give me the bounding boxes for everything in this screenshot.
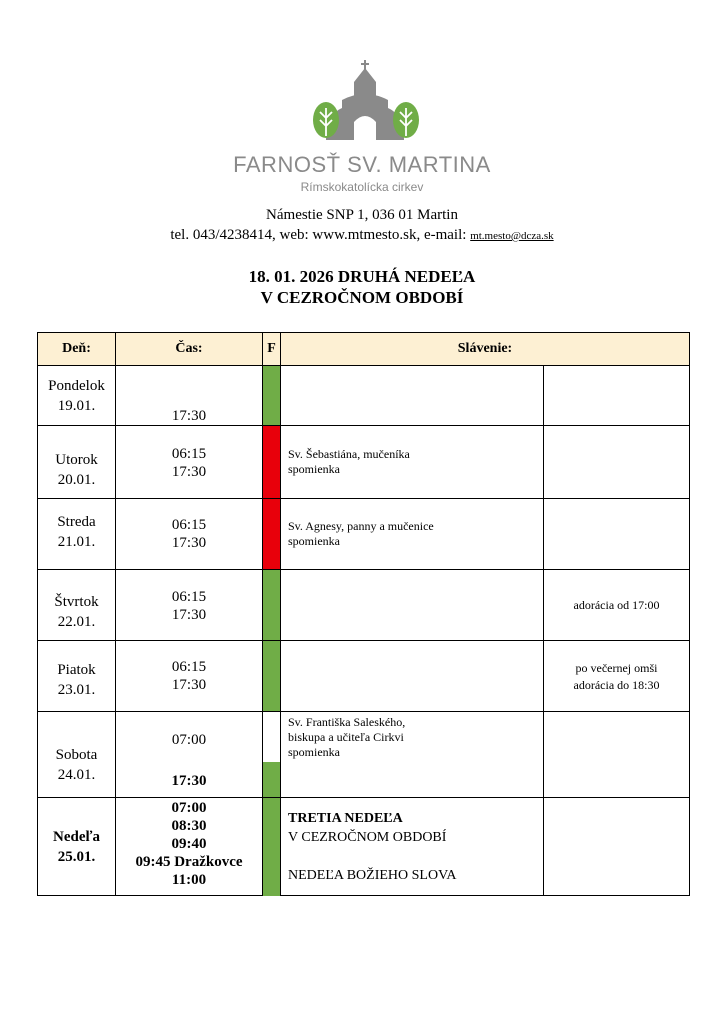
note-line: po večernej omši xyxy=(575,661,658,675)
mass-time: 09:40 xyxy=(171,836,207,852)
day-cell xyxy=(38,660,115,700)
mass-time: 17:30 xyxy=(171,464,207,480)
color-bar-green xyxy=(263,798,280,896)
time-cell xyxy=(116,658,262,694)
schedule-table xyxy=(37,332,690,896)
time-cell xyxy=(116,772,262,790)
color-bar-white xyxy=(263,712,280,761)
church-with-trees-logo xyxy=(306,60,426,150)
email-link[interactable]: mt.mesto@dcza.sk xyxy=(470,230,554,242)
note-cell xyxy=(544,597,689,614)
celebration-cell xyxy=(288,715,543,760)
day-date: 21.01. xyxy=(57,534,96,550)
celebration-cell xyxy=(288,809,543,885)
day-date: 25.01. xyxy=(57,849,96,865)
day-cell xyxy=(38,827,115,867)
celebration-line: spomienka xyxy=(288,462,340,476)
celebration-cell xyxy=(288,447,543,477)
color-bar-green xyxy=(263,570,280,640)
color-bar-green xyxy=(263,366,280,425)
celebration-line: Sv. Agnesy, panny a mučenice xyxy=(288,519,434,533)
address: Námestie SNP 1, 036 01 Martin xyxy=(266,207,458,223)
mass-time: 17:30 xyxy=(171,677,207,693)
day-cell xyxy=(38,450,115,490)
color-bar-red xyxy=(263,426,280,498)
day-name: Štvrtok xyxy=(54,594,99,610)
celebration-line: spomienka xyxy=(288,534,340,548)
celebration-line: Sv. Františka Saleského, xyxy=(288,715,406,729)
mass-time: 06:15 xyxy=(171,517,207,533)
mass-time: 06:15 xyxy=(171,446,207,462)
celebration-line: Sv. Šebastiána, mučeníka xyxy=(288,447,410,461)
mass-time: 11:00 xyxy=(171,872,207,888)
day-name: Nedeľa xyxy=(52,829,101,845)
celebration-line xyxy=(288,847,543,866)
day-name: Piatok xyxy=(57,662,96,678)
note-line: adorácia od 17:00 xyxy=(573,598,660,612)
celebration-line: biskupa a učiteľa Cirkvi xyxy=(288,730,404,744)
title-line-1: 18. 01. 2026 DRUHÁ NEDEĽA xyxy=(248,267,476,286)
celebration-line: spomienka xyxy=(288,745,340,759)
time-cell xyxy=(116,799,262,889)
mass-time: 06:15 xyxy=(171,659,207,675)
mass-time: 08:30 xyxy=(171,818,207,834)
celebration-cell xyxy=(288,519,543,549)
mass-time: 07:00 xyxy=(171,800,207,816)
mass-time: 17:30 xyxy=(171,535,207,551)
color-bar-green xyxy=(263,762,280,797)
contact-line xyxy=(0,227,724,244)
mass-time: 07:00 xyxy=(171,732,207,748)
mass-time: 09:45 Dražkovce xyxy=(135,854,243,870)
note-cell xyxy=(544,660,689,694)
day-date: 22.01. xyxy=(57,614,96,630)
day-cell xyxy=(38,592,115,632)
title-line-2: V CEZROČNOM OBDOBÍ xyxy=(260,288,464,307)
celebration-line: V CEZROČNOM OBDOBÍ xyxy=(288,830,447,845)
day-cell xyxy=(38,512,115,552)
header-day: Deň: xyxy=(62,341,91,356)
day-cell xyxy=(38,745,115,785)
contact-info: tel. 043/4238414, web: www.mtmesto.sk, e-mail: xyxy=(170,227,471,243)
day-date: 24.01. xyxy=(57,767,96,783)
day-name: Streda xyxy=(57,514,96,530)
note-line: adorácia do 18:30 xyxy=(573,678,660,692)
time-cell xyxy=(116,516,262,552)
day-date: 19.01. xyxy=(57,398,96,414)
time-cell xyxy=(116,588,262,624)
time-cell xyxy=(116,445,262,481)
celebration-line: NEDEĽA BOŽIEHO SLOVA xyxy=(288,868,457,883)
header-time: Čas: xyxy=(175,341,203,356)
color-bar-red xyxy=(263,499,280,569)
parish-name: FARNOSŤ SV. MARTINA xyxy=(233,152,491,177)
page-title xyxy=(0,266,724,308)
mass-time: 17:30 xyxy=(171,408,207,424)
time-cell xyxy=(116,731,262,749)
mass-time: 06:15 xyxy=(171,589,207,605)
time-cell xyxy=(116,407,262,425)
mass-time: 17:30 xyxy=(171,773,207,789)
header-celebration: Slávenie: xyxy=(457,341,513,356)
day-cell xyxy=(38,376,115,416)
mass-time: 17:30 xyxy=(171,607,207,623)
day-date: 20.01. xyxy=(57,472,96,488)
day-date: 23.01. xyxy=(57,682,96,698)
color-bar-green xyxy=(263,641,280,711)
church-name: Rímskokatolícka cirkev xyxy=(300,180,424,194)
day-name: Pondelok xyxy=(48,378,105,394)
celebration-line: TRETIA NEDEĽA xyxy=(288,811,403,826)
day-name: Utorok xyxy=(55,452,98,468)
header-f: F xyxy=(267,341,276,356)
day-name: Sobota xyxy=(55,747,98,763)
